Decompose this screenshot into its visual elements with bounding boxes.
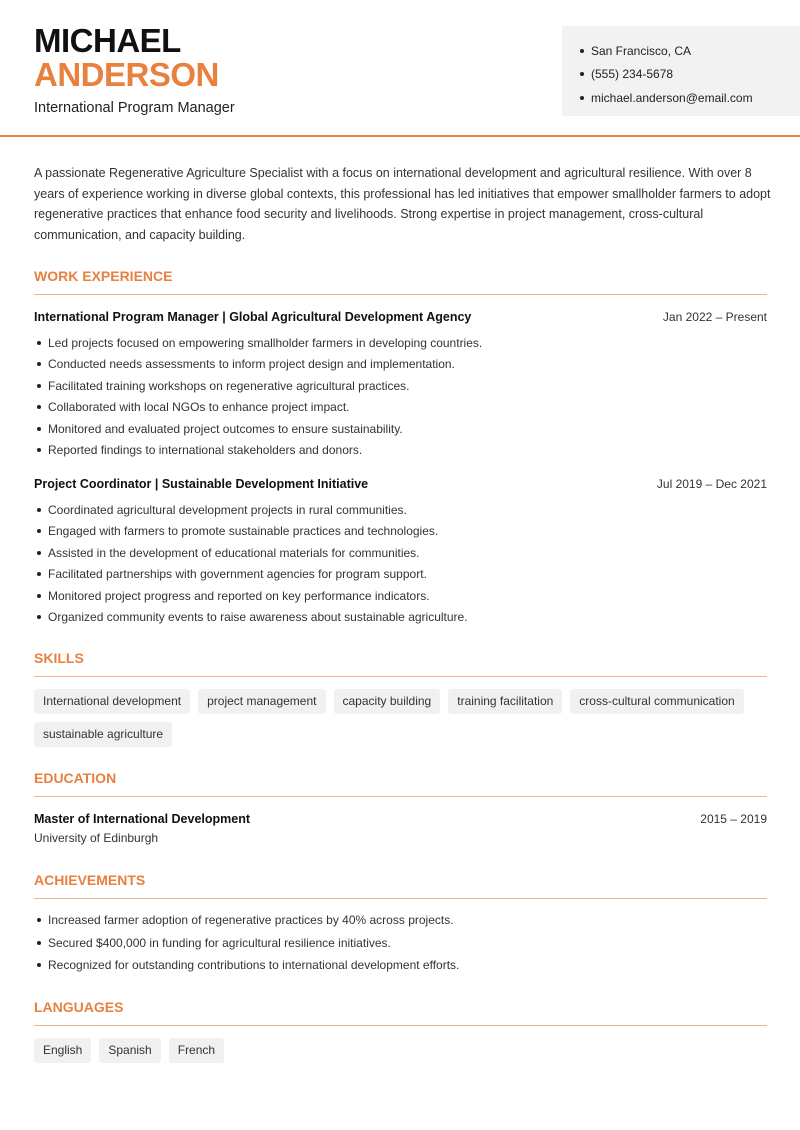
list-item: Led projects focused on empowering smallholder farmers in developing countries. (37, 332, 767, 354)
list-item: Facilitated training workshops on regenerative agricultural practices. (37, 375, 767, 397)
list-item: Conducted needs assessments to inform project design and implementation. (37, 354, 767, 376)
list-item: Monitored and evaluated project outcomes to ensure sustainability. (37, 418, 767, 440)
bullet-icon (37, 594, 41, 598)
list-item: Secured $400,000 in funding for agricultural resilience initiatives. (37, 932, 767, 955)
job-1-bullets (37, 332, 767, 461)
skill-chip: cross-cultural communication (570, 689, 743, 714)
language-chip: English (34, 1038, 91, 1063)
section-title-languages: LANGUAGES (34, 999, 124, 1015)
location-text: San Francisco, CA (591, 43, 692, 58)
job-title-headline: International Program Manager (34, 100, 235, 116)
section-divider (34, 796, 767, 797)
education-school: University of Edinburgh (34, 831, 159, 845)
job-2-dates: Jul 2019 – Dec 2021 (656, 477, 767, 491)
achievements-list (37, 909, 767, 977)
bullet-icon (37, 427, 41, 431)
list-item: Collaborated with local NGOs to enhance project impact. (37, 397, 767, 419)
skill-chip: project management (198, 689, 325, 714)
bullet-icon (37, 341, 41, 345)
job-1-title: International Program Manager | Global Agricultural Development Agency (34, 310, 472, 324)
skill-chip: capacity building (334, 689, 441, 714)
education-dates: 2015 – 2019 (700, 812, 767, 826)
phone-text: (555) 234-5678 (591, 67, 674, 82)
list-item: Monitored project progress and reported on key performance indicators. (37, 585, 767, 607)
bullet-icon (580, 49, 584, 53)
language-chip: Spanish (99, 1038, 160, 1063)
list-item: Facilitated partnerships with government agencies for program support. (37, 564, 767, 586)
bullet-icon (37, 572, 41, 576)
job-2-title: Project Coordinator | Sustainable Development Initiative (34, 477, 369, 491)
language-chip: French (169, 1038, 224, 1063)
contact-location (580, 39, 800, 63)
education-degree: Master of International Development (34, 812, 251, 826)
bullet-icon (37, 508, 41, 512)
contact-email (580, 86, 800, 110)
list-item: Organized community events to raise awareness about sustainable agriculture. (37, 607, 767, 629)
bullet-icon (580, 72, 584, 76)
section-divider (34, 294, 767, 295)
professional-summary: A passionate Regenerative Agriculture Specialist with a focus on international development and agricultural resilience. With over 8 years of experience working in diverse global contexts, this professional has led initiatives that empower smallholder farmers to adopt regenerative practices that enhance food security and livelihoods. Strong expertise in project management, cross-cultural communication, and capacity building. (34, 166, 771, 242)
first-name: MICHAEL (34, 22, 181, 59)
bullet-icon (37, 384, 41, 388)
last-name: ANDERSON (34, 56, 219, 93)
bullet-icon (37, 963, 41, 967)
contact-box (562, 26, 800, 116)
bullet-icon (580, 96, 584, 100)
bullet-icon (37, 615, 41, 619)
section-title-achievements: ACHIEVEMENTS (34, 872, 146, 888)
section-divider (34, 898, 767, 899)
bullet-icon (37, 551, 41, 555)
section-title-education: EDUCATION (34, 770, 117, 786)
skill-chip: training facilitation (448, 689, 562, 714)
list-item: Engaged with farmers to promote sustainable practices and technologies. (37, 521, 767, 543)
bullet-icon (37, 529, 41, 533)
bullet-icon (37, 941, 41, 945)
bullet-icon (37, 448, 41, 452)
skill-chip: sustainable agriculture (34, 722, 172, 747)
job-1-dates: Jan 2022 – Present (662, 310, 767, 324)
email-text: michael.anderson@email.com (591, 90, 753, 105)
section-divider (34, 676, 767, 677)
bullet-icon (37, 405, 41, 409)
skills-list (34, 689, 774, 747)
section-title-work: WORK EXPERIENCE (34, 268, 173, 284)
list-item: Increased farmer adoption of regenerative practices by 40% across projects. (37, 909, 767, 932)
bullet-icon (37, 918, 41, 922)
contact-phone (580, 63, 800, 87)
list-item: Assisted in the development of educational materials for communities. (37, 542, 767, 564)
section-divider (34, 1025, 767, 1026)
job-2-bullets (37, 499, 767, 628)
list-item: Coordinated agricultural development projects in rural communities. (37, 499, 767, 521)
skill-chip: International development (34, 689, 190, 714)
list-item: Reported findings to international stakeholders and donors. (37, 440, 767, 462)
bullet-icon (37, 362, 41, 366)
languages-list (34, 1038, 774, 1063)
resume-header (0, 0, 800, 137)
list-item: Recognized for outstanding contributions to international development efforts. (37, 954, 767, 977)
section-title-skills: SKILLS (34, 650, 84, 666)
